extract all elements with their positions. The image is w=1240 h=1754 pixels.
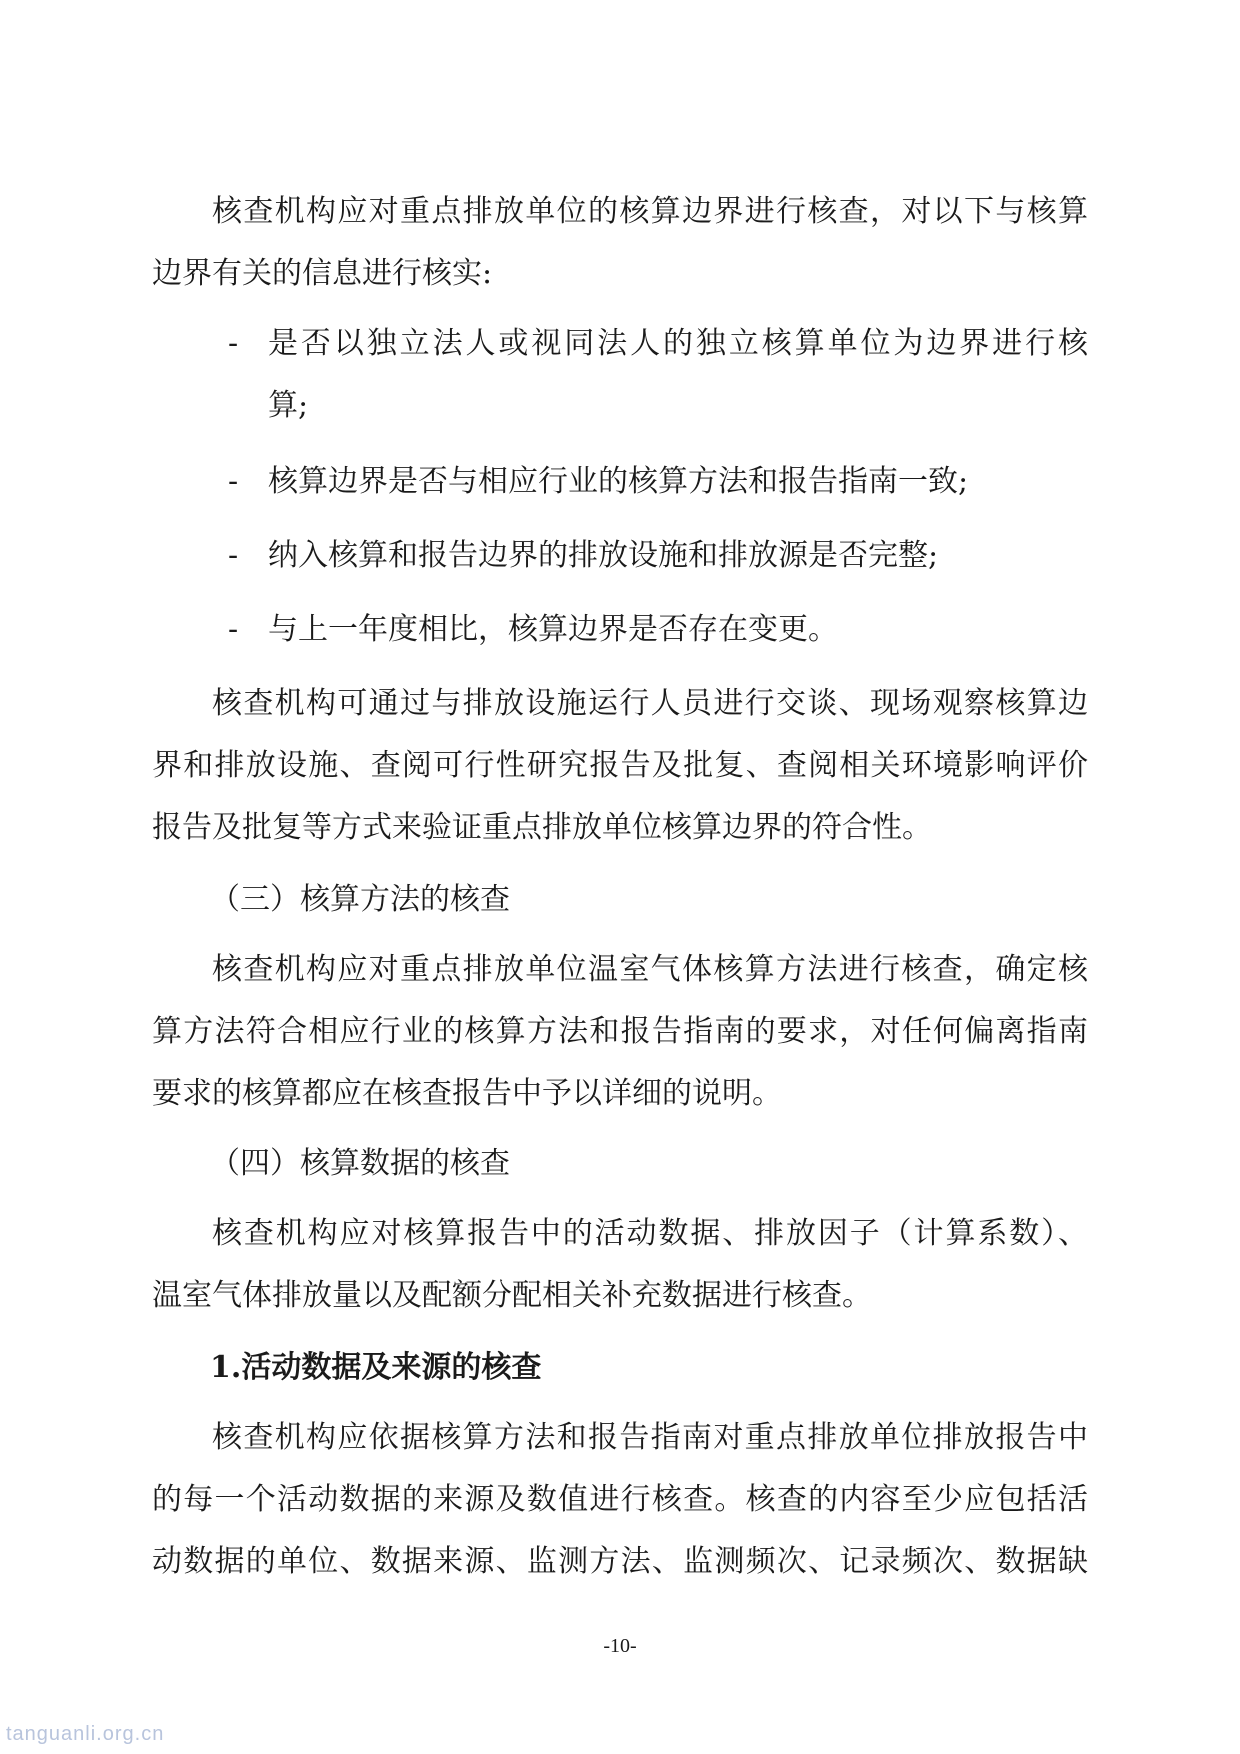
- watermark-text: tanguanli.org.cn: [6, 1723, 165, 1745]
- paragraph-1-line-2: 边界有关的信息进行核实:: [152, 256, 493, 291]
- paragraph-2-line-2: 界和排放设施、查阅可行性研究报告及批复、查阅相关环境影响评价: [152, 748, 1088, 783]
- paragraph-2-line-3: 报告及批复等方式来验证重点排放单位核算边界的符合性。: [152, 810, 932, 845]
- paragraph-2-line-1: 核查机构可通过与排放设施运行人员进行交谈、现场观察核算边: [212, 686, 1088, 721]
- bullet-1-line-2: 算;: [268, 388, 309, 423]
- section-heading-4: （四）核算数据的核查: [210, 1146, 510, 1181]
- paragraph-1-line-1: 核查机构应对重点排放单位的核算边界进行核查，对以下与核算: [212, 194, 1088, 229]
- paragraph-5-line-1: 核查机构应依据核算方法和报告指南对重点排放单位排放报告中: [212, 1420, 1088, 1455]
- paragraph-3-line-1: 核查机构应对重点排放单位温室气体核算方法进行核查，确定核: [212, 952, 1088, 987]
- bullet-dash-2: -: [228, 464, 239, 499]
- subheading-1: 1.活动数据及来源的核查: [210, 1350, 542, 1385]
- bullet-dash-3: -: [228, 538, 239, 573]
- bullet-dash-1: -: [228, 326, 239, 361]
- paragraph-5-line-3: 动数据的单位、数据来源、监测方法、监测频次、记录频次、数据缺: [152, 1544, 1088, 1579]
- paragraph-4-line-1: 核查机构应对核算报告中的活动数据、排放因子（计算系数）、: [212, 1216, 1088, 1251]
- paragraph-4-line-2: 温室气体排放量以及配额分配相关补充数据进行核查。: [152, 1278, 872, 1313]
- paragraph-3-line-3: 要求的核算都应在核查报告中予以详细的说明。: [152, 1076, 782, 1111]
- paragraph-3-line-2: 算方法符合相应行业的核算方法和报告指南的要求，对任何偏离指南: [152, 1014, 1088, 1049]
- section-heading-3: （三）核算方法的核查: [210, 882, 510, 917]
- bullet-dash-4: -: [228, 612, 239, 647]
- bullet-1-line-1: 是否以独立法人或视同法人的独立核算单位为边界进行核: [268, 326, 1088, 361]
- bullet-2-line-1: 核算边界是否与相应行业的核算方法和报告指南一致;: [268, 464, 969, 499]
- page-number: -10-: [603, 1635, 637, 1657]
- paragraph-5-line-2: 的每一个活动数据的来源及数值进行核查。核查的内容至少应包括活: [152, 1482, 1088, 1517]
- bullet-3-line-1: 纳入核算和报告边界的排放设施和排放源是否完整;: [268, 538, 939, 573]
- bullet-4-line-1: 与上一年度相比，核算边界是否存在变更。: [268, 612, 838, 647]
